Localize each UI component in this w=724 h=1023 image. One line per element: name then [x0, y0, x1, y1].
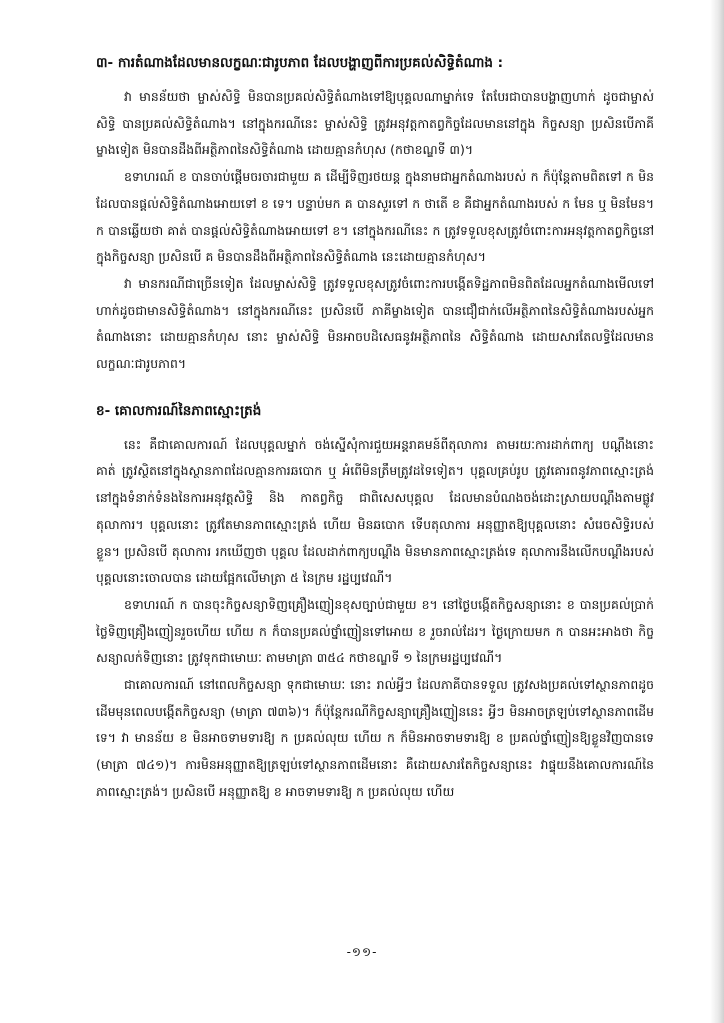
- page-number: -១១-: [346, 945, 378, 959]
- section-3-heading: ៣- ការតំណាងដែលមានលក្ខណៈជារូបភាព ដែលបង្ហាញពីការប្រគល់សិទ្ធិតំណាង :: [96, 55, 503, 71]
- section-2-heading: ខ- គោលការណ៍នៃភាពស្មោះត្រង់: [96, 402, 262, 419]
- section-3-paragraph-1: វា មានន័យថា ម្ចាស់សិទ្ធិ មិនបានប្រគល់សិទ្ធិតំណាងទៅឱ្យបុគ្គលណាម្នាក់ទេ តែបែរជាបានបង្ហាញហាក់ ដូចជាម្ចាស់សិទ្ធិ បានប្រគល់សិទ្ធិតំណាង។ នៅក្នុងករណីនេះ ម្ចាស់សិទ្ធិ ត្រូវអនុវត្តកាតព្វកិច្ចដែលមាននៅក្នុង កិច្ចសន្យា ប្រសិនបើភាគីម្ខាងទៀត មិនបានដឹងពីអត្ថិភាពនៃសិទ្ធិតំណាង ដោយគ្មានកំហុស (កថាខណ្ឌទី ៣)។: [96, 89, 654, 158]
- section-3-paragraph-3: វា មានករណីជាច្រើនទៀត ដែលម្ចាស់សិទ្ធិ ត្រូវទទួលខុសត្រូវចំពោះការបង្កើតទិដ្ឋភាពមិនពិតដែលអ្នកតំណាងមើលទៅហាក់ដូចជាមានសិទ្ធិតំណាង។ នៅក្នុងករណីនេះ ប្រសិនបើ ភាគីម្ខាងទៀត បានជឿជាក់លើអត្ថិភាពនៃសិទ្ធិតំណាងរបស់អ្នកតំណាងនោះ ដោយគ្មានកំហុស នោះ ម្ចាស់សិទ្ធិ មិនអាចបដិសេធនូវអត្ថិភាពនៃ សិទ្ធិតំណាង ដោយសារតែលទ្ធិដែលមានលក្ខណៈជារូបភាព។: [96, 275, 654, 372]
- section-2-paragraph-3: ជាគោលការណ៍ នៅពេលកិច្ចសន្យា ទុកជាមោឃៈ នោះ រាល់អ្វីៗ ដែលភាគីបានទទួល ត្រូវសងប្រគល់ទៅស្ថានភាពដូចដើមមុនពេលបង្កើតកិច្ចសន្យា (មាត្រា ៧៣៦)។ ក៏ប៉ុន្តែករណីកិច្ចសន្យាគ្រឿងញៀននេះ អ្វីៗ មិនអាចត្រឡប់ទៅស្ថានភាពដើមទេ។ វា មានន័យ ខ មិនអាចទាមទារឱ្យ ក ប្រគល់លុយ ហើយ ក ក៏មិនអាចទាមទារឱ្យ ខ ប្រគល់ថ្នាំញៀនឱ្យខ្លួនវិញបានទេ (មាត្រា ៧៤១)។ ការមិនអនុញ្ញាតឱ្យត្រឡប់ទៅស្ថានភាពដើមនោះ គឺដោយសារតែកិច្ចសន្យានេះ វាផ្ទុយនឹងគោលការណ៍នៃភាពស្មោះត្រង់។ ប្រសិនបើ អនុញ្ញាតឱ្យ ខ អាចទាមទារឱ្យ ក ប្រគល់លុយ ហើយ: [96, 677, 654, 799]
- section-2-paragraph-1: នេះ គឺជាគោលការណ៍ ដែលបុគ្គលម្នាក់ ចង់ស្នើសុំការជួយអន្តរាគមន៍ពីតុលាការ តាមរយៈការដាក់ពាក្យ បណ្តឹងនោះ គាត់ ត្រូវស្ថិតនៅក្នុងស្ថានភាពដែលគ្មានការឆបោក ឬ អំពើមិនត្រឹមត្រូវដទៃទៀត។ បុគ្គលគ្រប់រូប ត្រូវគោរពនូវភាពស្មោះត្រង់នៅក្នុងទំនាក់ទំនងនៃការអនុវត្តសិទ្ធិ និង កាតព្វកិច្ច ជាពិសេសបុគ្គល ដែលមានបំណងចង់ដោះស្រាយបណ្តឹងតាមផ្លូវតុលាការ។ បុគ្គលនោះ ត្រូវតែមានភាពស្មោះត្រង់ ហើយ មិនឆបោក ទើបតុលាការ អនុញ្ញាតឱ្យបុគ្គលនោះ សំរេចសិទ្ធិរបស់ខ្លួន។ ប្រសិនបើ តុលាការ រកឃើញថា បុគ្គល ដែលដាក់ពាក្យបណ្តឹង មិនមានភាពស្មោះត្រង់ទេ តុលាការនឹងលើកបណ្តឹងរបស់បុគ្គលនោះចោលបាន ដោយផ្អែកលើមាត្រា ៥ នៃក្រម រដ្ឋប្បវេណី។: [96, 436, 654, 586]
- section-spacer: [96, 378, 654, 400]
- section-3-paragraph-2: ឧទាហរណ៍ ខ បានចាប់ផ្តើមចរចារជាមួយ គ ដើម្បីទិញរថយន្ត ក្នុងនាមជាអ្នកតំណាងរបស់ ក ក៏ប៉ុន្តែតាមពិតទៅ ក មិនដែលបានផ្តល់សិទ្ធិតំណាងអោយទៅ ខ ទេ។ បន្ទាប់មក គ បានសួរទៅ ក ថាតើ ខ គឺជាអ្នកតំណាងរបស់ ក មែន ឬ មិនមែន។ ក បានឆ្លើយថា គាត់ បានផ្តល់សិទ្ធិតំណាងអោយទៅ ខ។ នៅក្នុងករណីនេះ ក ត្រូវទទួលខុសត្រូវចំពោះការអនុវត្តកាតព្វកិច្ចនៅក្នុងកិច្ចសន្យា ប្រសិនបើ គ មិនបានដឹងពីអត្ថិភាពនៃសិទ្ធិតំណាង នេះដោយគ្មានកំហុស។: [96, 169, 654, 265]
- scan-shadow-edge: [710, 0, 724, 1023]
- document-page: [96, 52, 654, 806]
- section-2-paragraph-2: ឧទាហរណ៍ ក បានចុះកិច្ចសន្យាទិញគ្រឿងញៀនខុសច្បាប់ជាមួយ ខ។ នៅថ្ងៃបង្កើតកិច្ចសន្យានោះ ខ បានប្រគល់ប្រាក់ថ្លៃទិញគ្រឿងញៀនរួចហើយ ហើយ ក ក៏បានប្រគល់ថ្នាំញៀនទៅអោយ ខ រួចរាល់ដែរ។ ថ្ងៃក្រោយមក ក បានអះអាងថា កិច្ចសន្យាលក់ទិញនោះ ត្រូវទុកជាមោឃៈ តាមមាត្រា ៣៥៤ កថាខណ្ឌទី ១ នៃក្រមរដ្ឋប្បវេណី។: [96, 596, 654, 666]
